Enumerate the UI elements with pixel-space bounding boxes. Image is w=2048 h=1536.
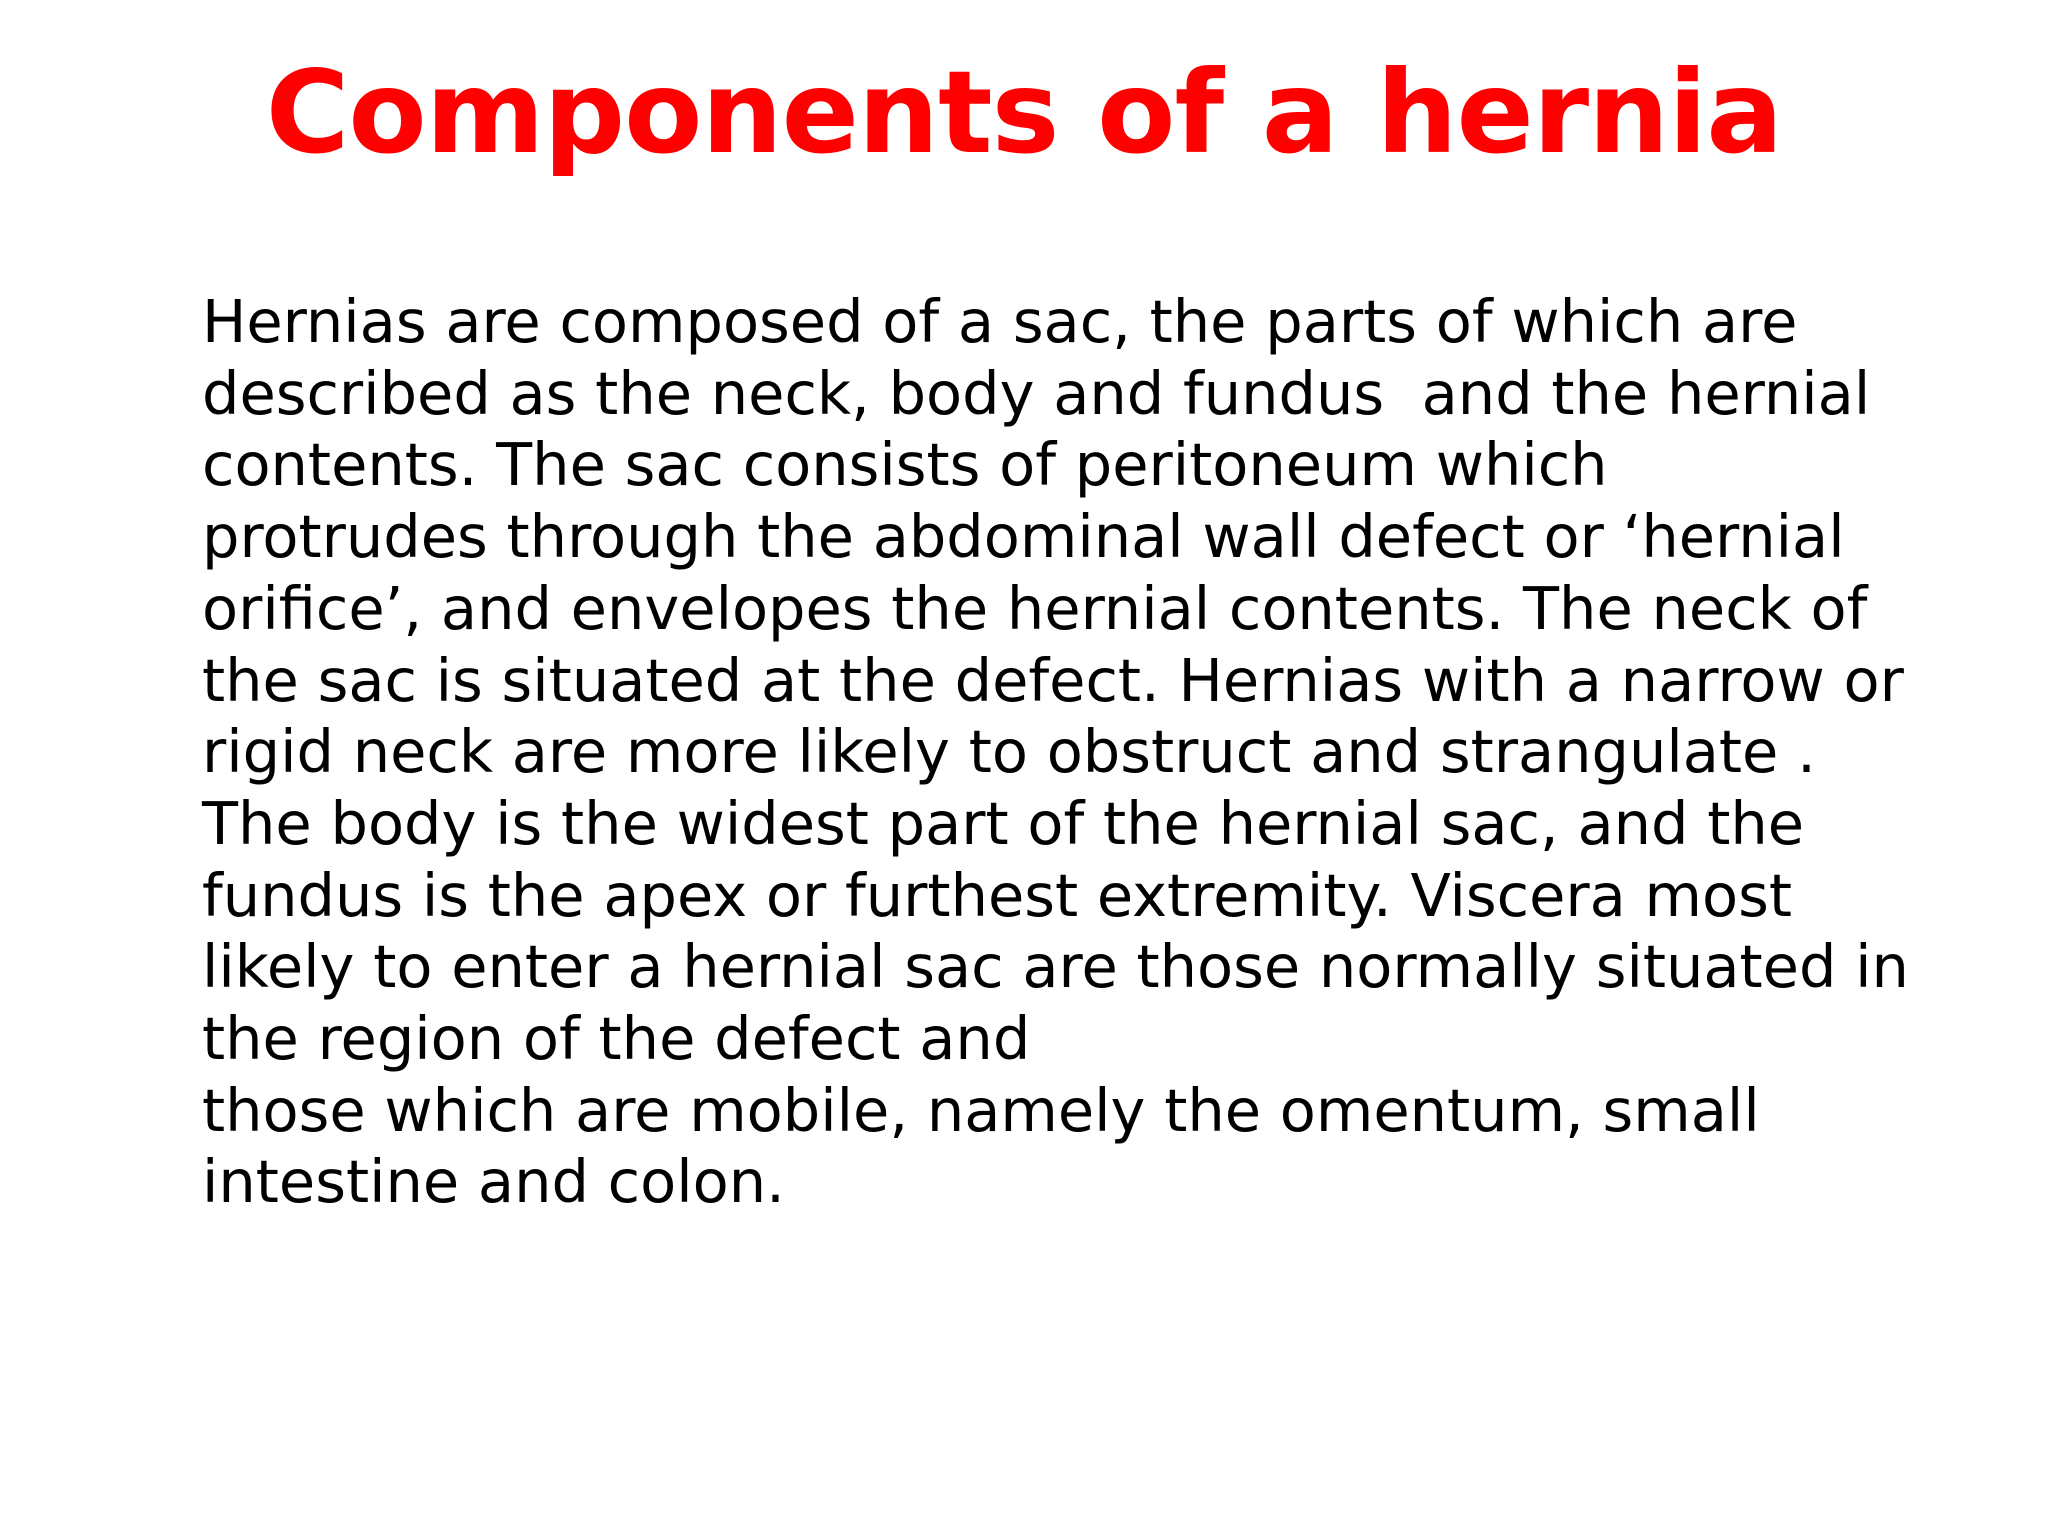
body-line: the sac is situated at the defect. Hernias with a narrow or bbox=[202, 645, 1904, 715]
body-line: The body is the widest part of the hernial sac, and the bbox=[202, 788, 1805, 858]
body-line: contents. The sac consists of peritoneum which bbox=[202, 430, 1608, 500]
body-line: orifice’, and envelopes the hernial contents. The neck of bbox=[202, 573, 1868, 643]
body-line: likely to enter a hernial sac are those normally situated in bbox=[202, 932, 1909, 1002]
body-line: described as the neck, body and fundus and the hernial bbox=[202, 358, 1871, 428]
slide-title: Components of a hernia bbox=[265, 46, 1783, 179]
slide-body-text bbox=[202, 286, 2002, 1218]
body-line: intestine and colon. bbox=[202, 1147, 785, 1217]
body-line: rigid neck are more likely to obstruct and strangulate . bbox=[202, 717, 1816, 787]
body-line: fundus is the apex or furthest extremity. Viscera most bbox=[202, 860, 1793, 930]
body-line: those which are mobile, namely the omentum, small bbox=[202, 1075, 1760, 1145]
body-line: Hernias are composed of a sac, the parts of which are bbox=[202, 287, 1798, 356]
body-line: the region of the defect and bbox=[202, 1004, 1031, 1074]
body-line: protrudes through the abdominal wall defect or ‘hernial bbox=[202, 502, 1845, 572]
